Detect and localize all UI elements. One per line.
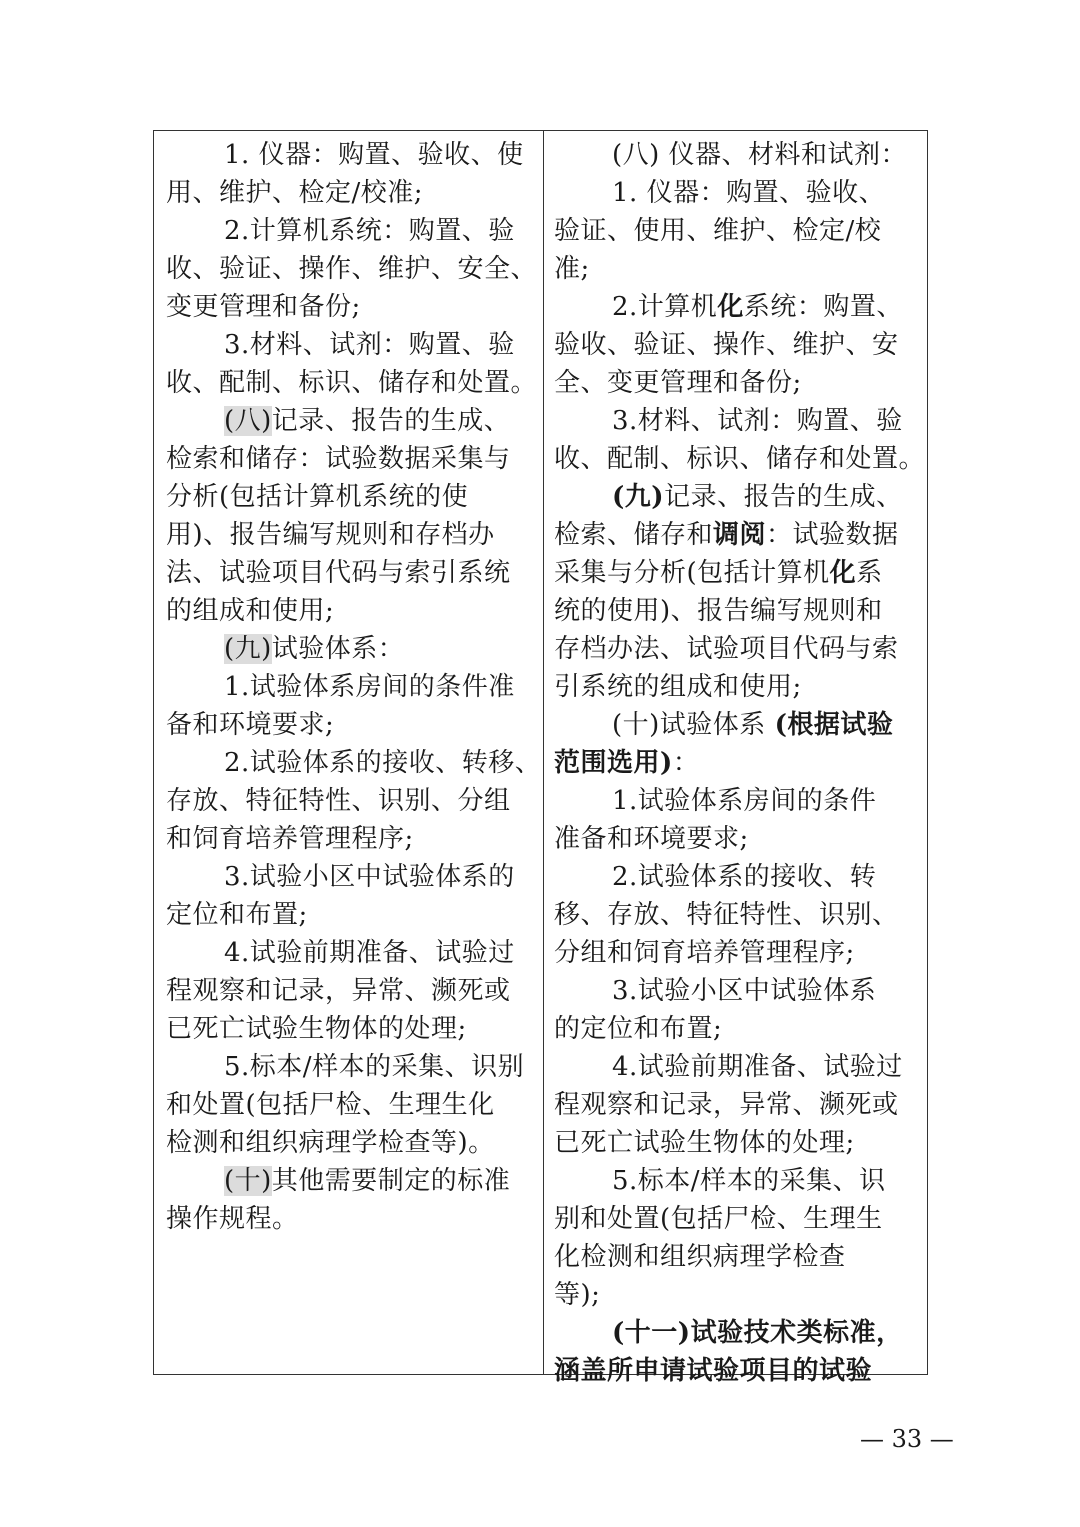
text-line <box>166 858 515 896</box>
text: 用)、报告编写规则和存档办 <box>166 520 495 550</box>
text: 和饲育培养管理程序; <box>166 824 414 854</box>
text-line <box>166 1086 495 1124</box>
text: 1.试验体系房间的条件准 <box>224 672 515 702</box>
text: 检索、储存和 <box>554 520 714 550</box>
text-line <box>554 402 903 440</box>
text: (八) 仪器、材料和试剂： <box>612 140 908 170</box>
text-line <box>554 250 590 288</box>
text-line <box>166 402 510 440</box>
text: 的组成和使用; <box>166 596 335 626</box>
text-line <box>554 1352 872 1390</box>
bold-insert: 调阅 <box>713 520 767 550</box>
text: 试验体系： <box>271 634 405 664</box>
text: ：试验数据 <box>766 520 899 550</box>
text: 收、配制、标识、储存和处置。 <box>166 368 538 398</box>
text-line <box>166 668 515 706</box>
text-line <box>166 592 334 630</box>
text-line <box>554 1086 899 1124</box>
text: 分析(包括计算机系统的使 <box>166 482 469 512</box>
text-line <box>166 478 468 516</box>
text: ： <box>672 748 700 778</box>
text: 系统：购置、 <box>743 292 903 322</box>
text: 已死亡试验生物体的处理; <box>554 1128 855 1158</box>
text: 引系统的组成和使用; <box>554 672 802 702</box>
text-line <box>554 288 903 326</box>
text-line <box>166 1048 524 1086</box>
text: 采集与分析(包括计算机 <box>554 558 830 588</box>
text: 2.计算机系统：购置、验 <box>224 216 515 246</box>
text-line <box>554 820 749 858</box>
text: 移、存放、特征特性、识别、 <box>554 900 899 930</box>
text: 2.试验体系的接收、转移、 <box>224 748 542 778</box>
text: 已死亡试验生物体的处理; <box>166 1014 467 1044</box>
text: 检索和储存：试验数据采集与 <box>166 444 511 474</box>
text-line <box>554 326 899 364</box>
highlighted-marker: (八) <box>224 406 272 436</box>
text: 统的使用)、报告编写规则和 <box>554 596 883 626</box>
text-line <box>166 782 511 820</box>
text: 全、变更管理和备份; <box>554 368 802 398</box>
text: 程观察和记录，异常、濒死或 <box>166 976 511 1006</box>
text-line <box>166 820 414 858</box>
text: (十)试验体系 <box>612 710 775 740</box>
text-line <box>166 136 524 174</box>
text: 存放、特征特性、识别、分组 <box>166 786 511 816</box>
text-line <box>554 136 907 174</box>
page-number: — 33 — <box>860 1425 954 1453</box>
text: 收、验证、操作、维护、安全、 <box>166 254 538 284</box>
text-line <box>554 972 876 1010</box>
text-line <box>554 440 925 478</box>
text-line <box>166 174 423 212</box>
text: 法、试验项目代码与索引系统 <box>166 558 511 588</box>
bold-insert: (根据试验 <box>774 710 894 740</box>
text: 验收、验证、操作、维护、安 <box>554 330 899 360</box>
text-line <box>554 1200 883 1238</box>
text: 5.标本/样本的采集、识别 <box>224 1052 525 1082</box>
text-line <box>554 858 876 896</box>
highlighted-marker: (十) <box>224 1166 272 1196</box>
text: 记录、报告的生成、 <box>271 406 511 436</box>
text: 2.计算机 <box>612 292 718 322</box>
text-line <box>166 516 495 554</box>
text-line <box>554 478 903 516</box>
text: 验证、使用、维护、检定/校 <box>554 216 882 246</box>
text-line <box>554 1124 855 1162</box>
bold-insert: 涵盖所申请试验项目的试验 <box>554 1356 873 1386</box>
text-line <box>166 326 515 364</box>
text: 5.标本/样本的采集、识 <box>612 1166 886 1196</box>
text: 系 <box>856 558 883 588</box>
text-line <box>166 630 404 668</box>
comparison-table <box>153 130 928 1386</box>
text: 4.试验前期准备、试验过 <box>612 1052 903 1082</box>
text-line <box>166 212 515 250</box>
text: 1. 仪器：购置、验收、 <box>612 178 886 208</box>
text: 1.试验体系房间的条件 <box>612 786 877 816</box>
text-line <box>554 1314 903 1352</box>
text: 检测和组织病理学检查等)。 <box>166 1128 495 1158</box>
text: 准; <box>554 254 590 284</box>
text: 等); <box>554 1280 601 1310</box>
text: 用、维护、检定/校准; <box>166 178 424 208</box>
text-line <box>554 1162 886 1200</box>
text-line <box>166 554 511 592</box>
text-line <box>166 896 308 934</box>
text: 3.试验小区中试验体系的 <box>224 862 515 892</box>
text: 程观察和记录，异常、濒死或 <box>554 1090 899 1120</box>
bold-insert: (十一)试验技术类标准， <box>612 1318 903 1348</box>
text: 别和处置(包括尸检、生理生 <box>554 1204 883 1234</box>
text-line <box>554 1048 903 1086</box>
text-line <box>166 1162 510 1200</box>
text-line <box>554 592 883 630</box>
text: 2.试验体系的接收、转 <box>612 862 877 892</box>
bold-insert: 化 <box>717 292 744 322</box>
text-line <box>554 1238 846 1276</box>
text-line <box>554 364 802 402</box>
text: 记录、报告的生成、 <box>664 482 903 512</box>
text-line <box>554 896 899 934</box>
text: 和处置(包括尸检、生理生化 <box>166 1090 495 1120</box>
text: 变更管理和备份; <box>166 292 361 322</box>
text: 定位和布置; <box>166 900 308 930</box>
text-line <box>166 744 541 782</box>
text-line <box>166 1200 299 1238</box>
text: 的定位和布置; <box>554 1014 723 1044</box>
bold-insert: (九) <box>612 482 665 512</box>
bold-insert: 化 <box>829 558 857 588</box>
text-line <box>554 668 802 706</box>
text: 3.材料、试剂：购置、验 <box>612 406 903 436</box>
text: 存档办法、试验项目代码与索 <box>554 634 899 664</box>
text-line <box>166 706 334 744</box>
text-line <box>554 174 885 212</box>
text-line <box>166 440 511 478</box>
text-line <box>166 972 511 1010</box>
text: 备和环境要求; <box>166 710 335 740</box>
text: 收、配制、标识、储存和处置。 <box>554 444 926 474</box>
text-line <box>166 288 361 326</box>
text-line <box>166 1010 467 1048</box>
text-line <box>554 706 893 744</box>
text: 其他需要制定的标准 <box>271 1166 511 1196</box>
text-line <box>554 516 899 554</box>
highlighted-marker: (九) <box>224 634 272 664</box>
text: 化检测和组织病理学检查 <box>554 1242 846 1272</box>
text: 操作规程。 <box>166 1204 299 1234</box>
text-line <box>554 1010 722 1048</box>
text-line <box>554 744 699 782</box>
text-line <box>554 782 876 820</box>
text: 3.材料、试剂：购置、验 <box>224 330 515 360</box>
text: 分组和饲育培养管理程序; <box>554 938 855 968</box>
text: 1. 仪器：购置、验收、使 <box>224 140 524 170</box>
text-line <box>554 1276 600 1314</box>
text-line <box>166 934 515 972</box>
text: 4.试验前期准备、试验过 <box>224 938 515 968</box>
text-line <box>166 250 537 288</box>
text: 3.试验小区中试验体系 <box>612 976 877 1006</box>
right-column <box>544 131 927 1386</box>
text: 准备和环境要求; <box>554 824 749 854</box>
text-line <box>166 1124 495 1162</box>
text-line <box>554 934 855 972</box>
text-line <box>166 364 537 402</box>
text-line <box>554 630 899 668</box>
left-column <box>154 131 544 1374</box>
text-line <box>554 212 881 250</box>
text-line <box>554 554 883 592</box>
bold-insert: 范围选用) <box>554 748 673 778</box>
